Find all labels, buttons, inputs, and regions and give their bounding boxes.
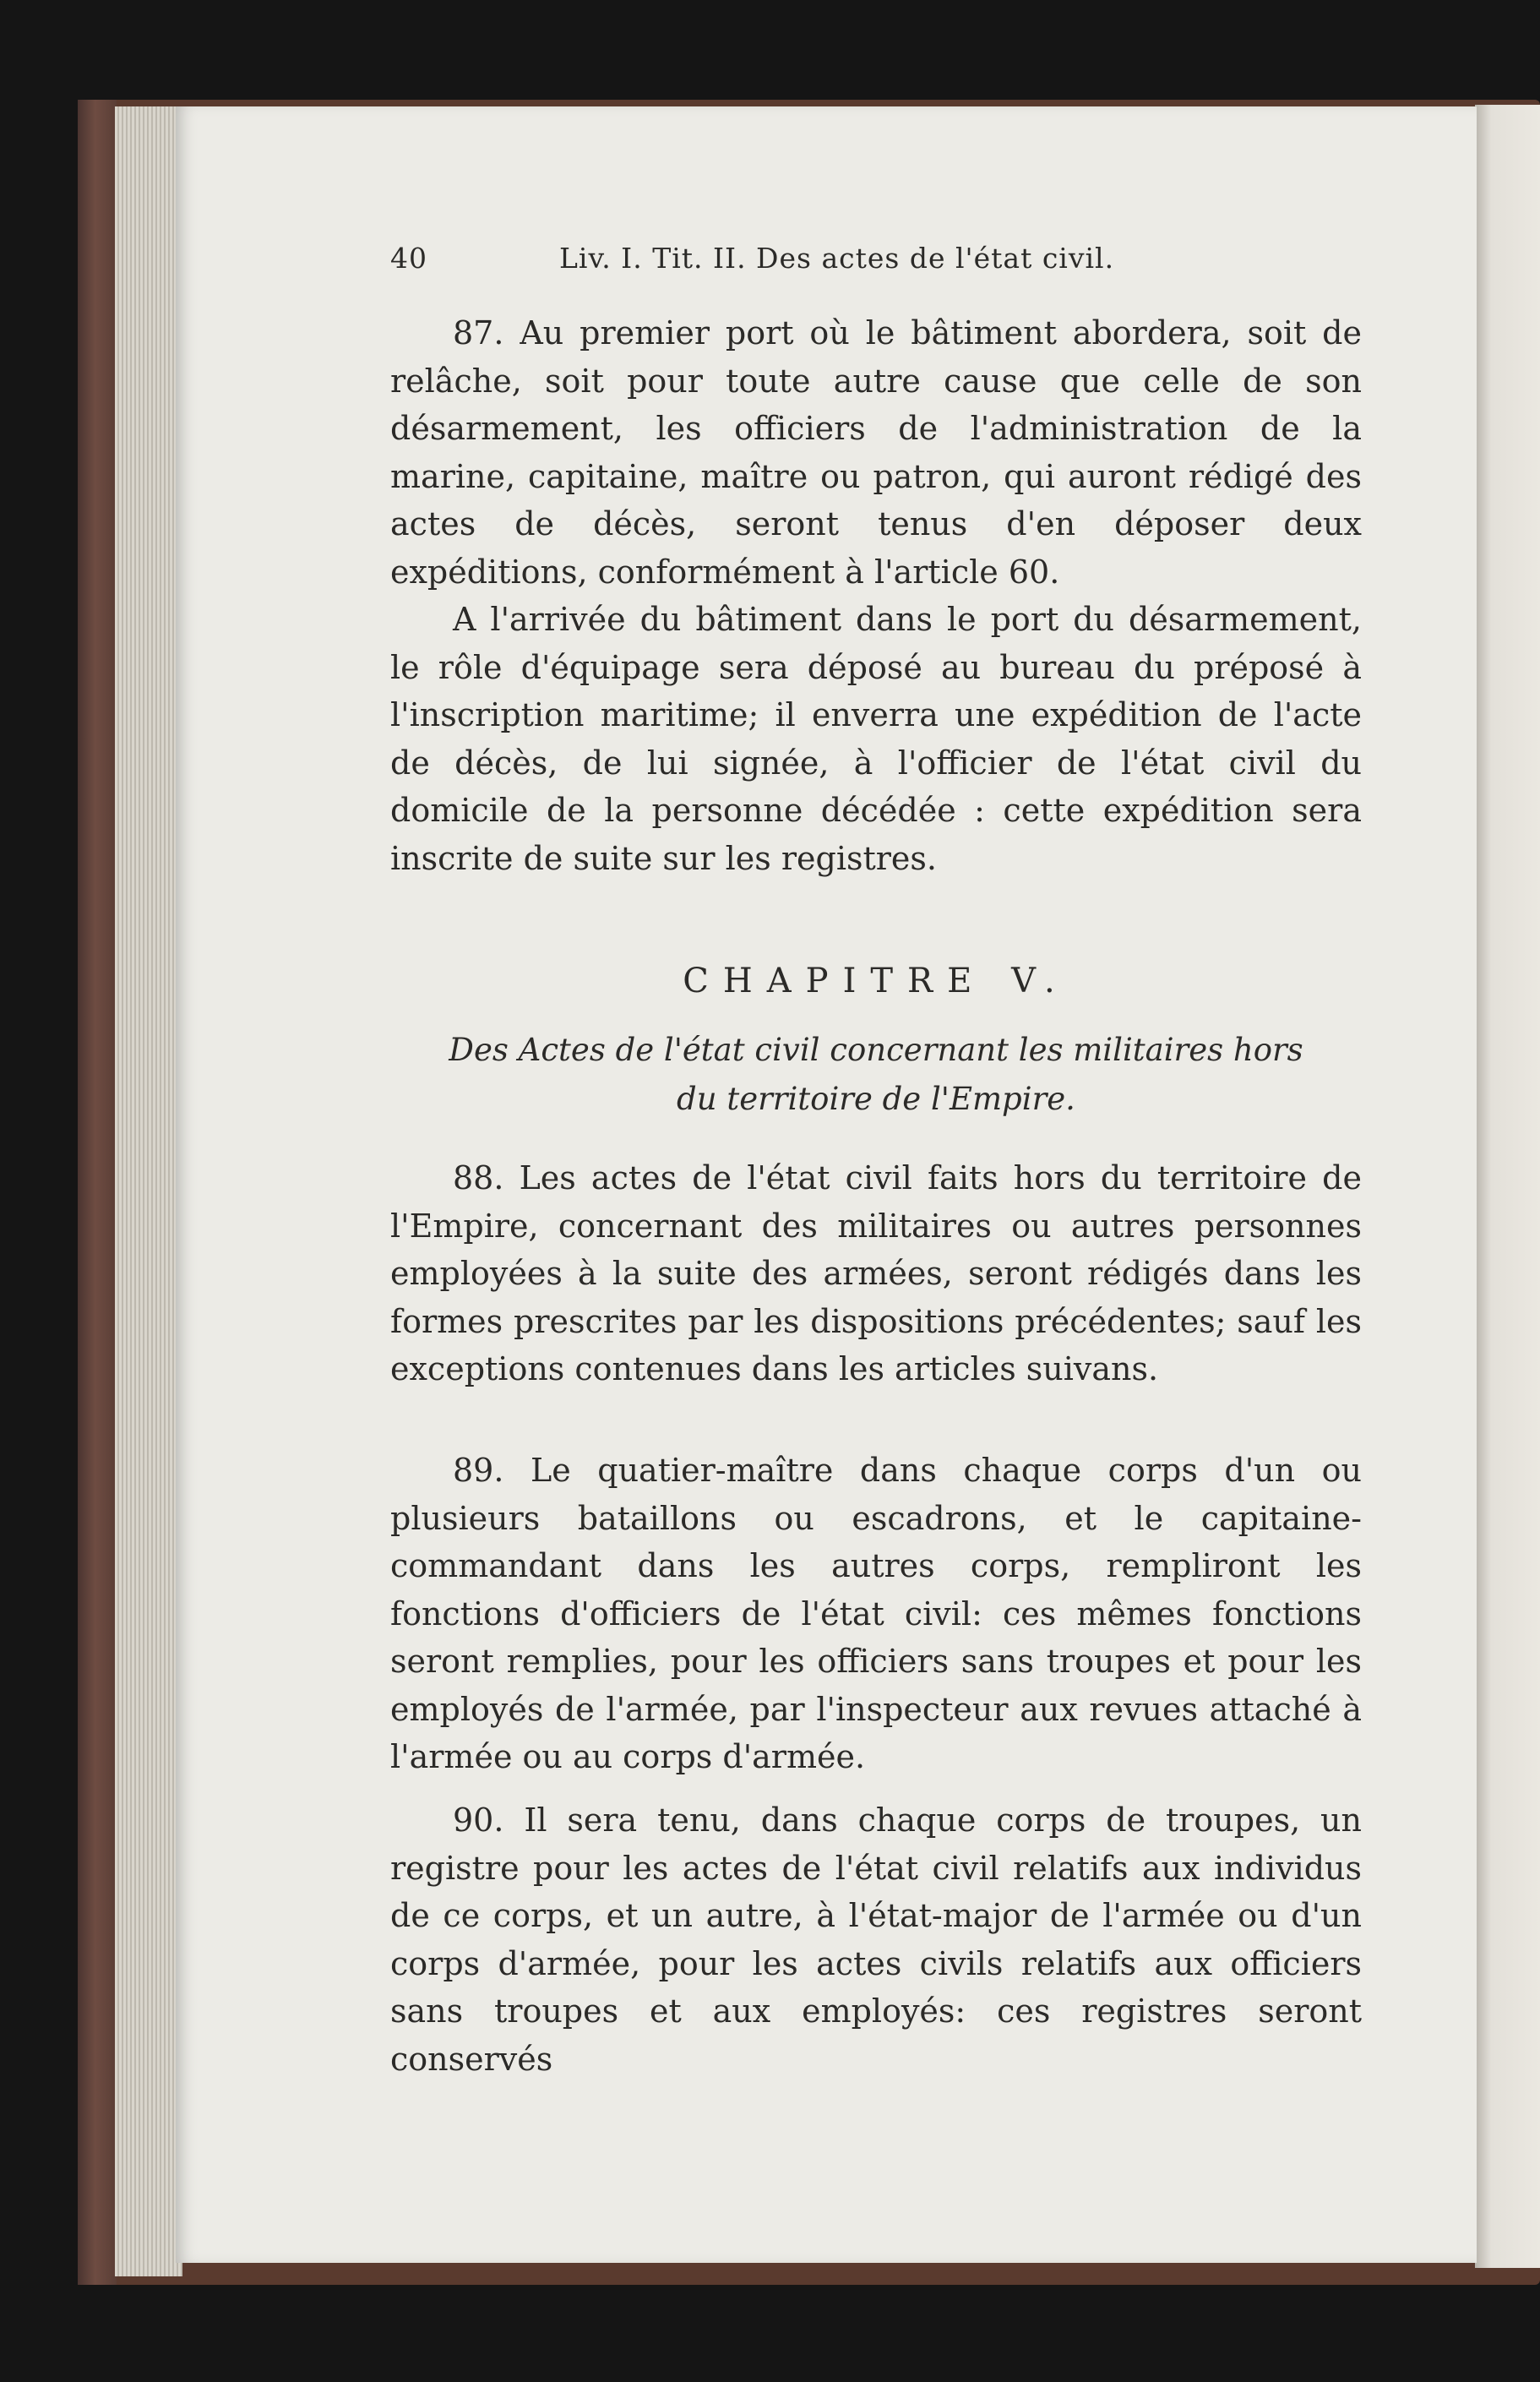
chapter-subtitle	[390, 1026, 1362, 1124]
article-90-block	[390, 1796, 1362, 2083]
chapter-heading: CHAPITRE V.	[683, 962, 1069, 1000]
running-title: Liv. I. Tit. II. Des actes de l'état civil.	[559, 242, 1115, 275]
article-88-paragraph: 88. Les actes de l'état civil faits hors du territoire de l'Empire, concernant des militaires ou autres personnes employées à la suite des armées, seront rédigés dans les formes prescrites par les dispositions précédentes; sauf les exceptions contenues dans les articles suivans.	[390, 1159, 1362, 1387]
page-number: 40	[390, 242, 427, 275]
running-header	[390, 242, 1193, 281]
article-89-paragraph: 89. Le quatier-maître dans chaque corps d'un ou plusieurs bataillons ou escadrons, et le capitaine-commandant dans les autres corps, rempliront les fonctions d'officiers de l'état civil: ces mêmes fonctions seront remplies, pour les officiers sans troupes et pour les employés de l'armée, par l'inspecteur aux revues attaché à l'armée ou au corps d'armée.	[390, 1452, 1362, 1775]
page-stack-edge	[115, 106, 182, 2276]
book-binding-edge	[78, 100, 117, 2285]
chapter-subtitle-line-1: Des Actes de l'état civil concernant les militaires hors	[449, 1032, 1303, 1068]
facing-page-edge	[1475, 105, 1540, 2268]
article-89-block	[390, 1447, 1362, 1781]
chapter-subtitle-line-2: du territoire de l'Empire.	[677, 1081, 1075, 1117]
article-90-paragraph: 90. Il sera tenu, dans chaque corps de troupes, un registre pour les actes de l'état civil relatifs aux individus de ce corps, et un autre, à l'état-major de l'armée ou d'un corps d'armée, pour les actes civils relatifs aux officiers sans troupes et aux employés: ces registres seront conservés	[390, 1801, 1362, 2078]
article-88-block	[390, 1154, 1362, 1393]
article-87-continuation: A l'arrivée du bâtiment dans le port du désarmement, le rôle d'équipage sera déposé au bureau du préposé à l'inscription maritime; il enverra une expédition de l'acte de décès, de lui signée, à l'officier de l'état civil du domicile de la personne décédée : cette expédition sera inscrite de suite sur les registres.	[390, 601, 1362, 877]
article-87-paragraph: 87. Au premier port où le bâtiment abordera, soit de relâche, soit pour toute autre cause que celle de son désarmement, les officiers de l'administration de la marine, capitaine, maître ou patron, qui auront rédigé des actes de décès, seront tenus d'en déposer deux expéditions, conformément à l'article 60.	[390, 314, 1362, 591]
article-87-block	[390, 309, 1362, 882]
